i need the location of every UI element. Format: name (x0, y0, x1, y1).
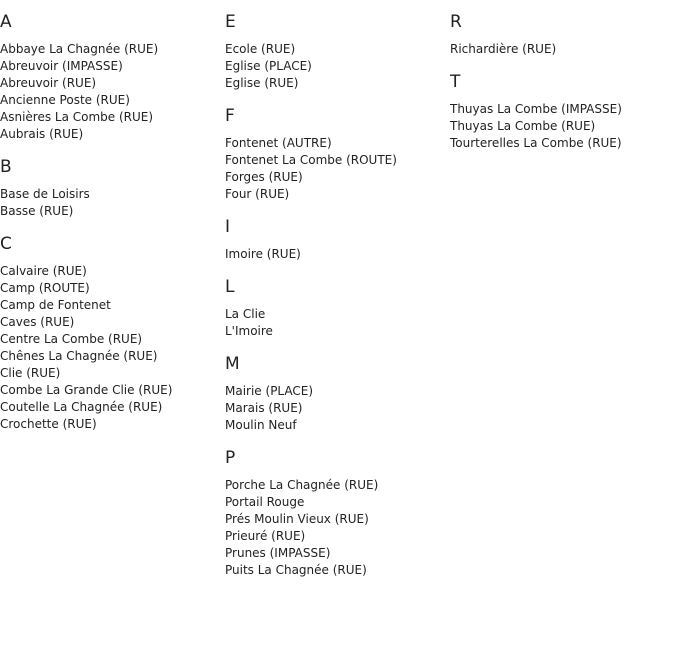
street-item: Clie (RUE) (0, 366, 61, 380)
letter-heading: P (225, 448, 236, 468)
letter-heading: B (0, 157, 12, 177)
street-item: Moulin Neuf (225, 418, 297, 432)
street-item: Abbaye La Chagnée (RUE) (0, 42, 159, 56)
street-list (0, 41, 220, 143)
street-item: Fontenet (AUTRE) (225, 136, 332, 150)
street-item: Prieuré (RUE) (225, 529, 306, 543)
letter-group (0, 157, 220, 220)
street-item: Richardière (RUE) (450, 42, 557, 56)
letter-heading: C (0, 234, 12, 254)
street-list (0, 263, 220, 433)
street-item: Chênes La Chagnée (RUE) (0, 349, 158, 363)
street-item: Thuyas La Combe (RUE) (450, 119, 596, 133)
letter-group (0, 12, 220, 143)
street-item: Prunes (IMPASSE) (225, 546, 331, 560)
letter-group (225, 217, 445, 263)
street-item: L'Imoire (225, 324, 273, 338)
street-item: Crochette (RUE) (0, 417, 97, 431)
street-item: Eglise (PLACE) (225, 59, 312, 73)
letter-group (225, 277, 445, 340)
street-item: Abreuvoir (IMPASSE) (0, 59, 123, 73)
street-item: Eglise (RUE) (225, 76, 299, 90)
index-column (450, 12, 670, 166)
letter-heading: E (225, 12, 236, 32)
street-item: Calvaire (RUE) (0, 264, 87, 278)
letter-group (225, 12, 445, 92)
street-item: Camp (ROUTE) (0, 281, 90, 295)
letter-heading: F (225, 106, 235, 126)
street-item: Puits La Chagnée (RUE) (225, 563, 367, 577)
letter-group (450, 72, 670, 152)
street-list (225, 477, 445, 579)
street-list (225, 135, 445, 203)
index-column (225, 12, 445, 593)
letter-group (225, 354, 445, 434)
street-item: Camp de Fontenet (0, 298, 111, 312)
letter-heading: A (0, 12, 12, 32)
street-item: Abreuvoir (RUE) (0, 76, 97, 90)
street-item: Combe La Grande Clie (RUE) (0, 383, 173, 397)
letter-heading: I (225, 217, 231, 237)
street-item: Marais (RUE) (225, 401, 303, 415)
letter-group (225, 448, 445, 579)
street-list (225, 246, 445, 263)
letter-heading: M (225, 354, 240, 374)
letter-group (225, 106, 445, 203)
street-list (0, 186, 220, 220)
street-item: Tourterelles La Combe (RUE) (450, 136, 622, 150)
street-item: Forges (RUE) (225, 170, 303, 184)
street-item: Porche La Chagnée (RUE) (225, 478, 379, 492)
street-item: Four (RUE) (225, 187, 290, 201)
street-list (225, 306, 445, 340)
street-item: Ancienne Poste (RUE) (0, 93, 130, 107)
street-index (0, 12, 675, 660)
street-list (225, 383, 445, 434)
street-item: Portail Rouge (225, 495, 305, 509)
street-item: Base de Loisirs (0, 187, 90, 201)
street-item: Coutelle La Chagnée (RUE) (0, 400, 163, 414)
street-item: Basse (RUE) (0, 204, 74, 218)
street-item: Aubrais (RUE) (0, 127, 84, 141)
index-column (0, 12, 220, 447)
street-item: Caves (RUE) (0, 315, 75, 329)
street-item: La Clie (225, 307, 266, 321)
letter-group (450, 12, 670, 58)
street-item: Mairie (PLACE) (225, 384, 314, 398)
street-list (450, 101, 670, 152)
street-item: Asnières La Combe (RUE) (0, 110, 154, 124)
street-item: Prés Moulin Vieux (RUE) (225, 512, 369, 526)
letter-heading: T (450, 72, 461, 92)
letter-group (0, 234, 220, 433)
street-list (450, 41, 670, 58)
street-list (225, 41, 445, 92)
street-item: Fontenet La Combe (ROUTE) (225, 153, 397, 167)
letter-heading: R (450, 12, 462, 32)
street-item: Ecole (RUE) (225, 42, 296, 56)
letter-heading: L (225, 277, 235, 297)
street-item: Imoire (RUE) (225, 247, 301, 261)
street-item: Centre La Combe (RUE) (0, 332, 143, 346)
street-item: Thuyas La Combe (IMPASSE) (450, 102, 622, 116)
